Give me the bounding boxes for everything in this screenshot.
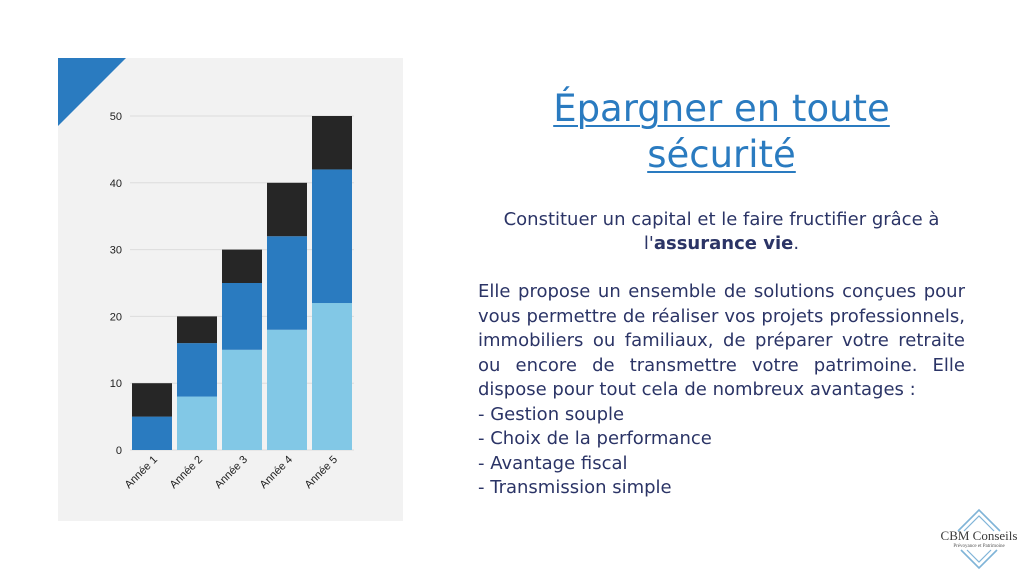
text-column (478, 86, 965, 501)
lead-paragraph (478, 208, 965, 256)
y-tick-label: 20 (109, 311, 122, 324)
list-item: - Transmission simple (478, 477, 672, 498)
y-tick-label: 0 (115, 445, 122, 457)
bar-segment (132, 417, 172, 450)
x-tick-label: Année 3 (212, 453, 251, 492)
stacked-bar-chart (58, 58, 403, 521)
lead-text-start: Constituer un capital et le faire fructifier grâce à l' (503, 209, 940, 254)
x-tick-label: Année 2 (167, 453, 206, 492)
x-tick-label: Année 1 (122, 453, 161, 492)
bar-segment (222, 350, 262, 450)
bar-segment (177, 343, 217, 396)
bar-segment (312, 169, 352, 303)
x-tick-label: Année 4 (257, 453, 296, 492)
list-item: - Gestion souple (478, 403, 625, 425)
bar-segment (177, 397, 217, 450)
y-tick-label: 50 (109, 111, 122, 123)
body-paragraph: Elle propose un ensemble de solutions conçues pour vous permettre de réaliser vos projets professionnels, immobiliers ou familiaux, de préparer votre retraite ou encore de transmettre votre patrimoine. Elle dispose pour tout cela de nombreux avantages : (478, 281, 965, 400)
x-tick-label: Année 5 (302, 453, 341, 492)
lead-text-end: . (793, 233, 800, 254)
y-tick-label: 30 (109, 244, 122, 257)
company-logo (933, 508, 1025, 572)
logo-tagline: Prévoyance et Patrimoine (953, 544, 1005, 549)
bar-segment (132, 383, 172, 416)
list-item: - Avantage fiscal (478, 452, 628, 474)
bar-segment (312, 116, 352, 169)
bar-segment (267, 183, 307, 236)
list-item: - Choix de la performance (478, 428, 712, 449)
logo-name: CBM Conseils (940, 528, 1018, 543)
y-tick-label: 10 (109, 378, 122, 391)
lead-highlight: assurance vie (653, 233, 794, 254)
bar-segment (267, 236, 307, 330)
bar-segment (267, 330, 307, 450)
advantages-list (478, 403, 965, 501)
page-title: Épargner en toute sécurité (553, 87, 890, 176)
bar-segment (222, 250, 262, 283)
bar-segment (312, 303, 352, 450)
bar-segment (177, 316, 217, 343)
bar-segment (222, 283, 262, 350)
chart-panel (58, 58, 403, 521)
y-tick-label: 40 (109, 177, 122, 190)
